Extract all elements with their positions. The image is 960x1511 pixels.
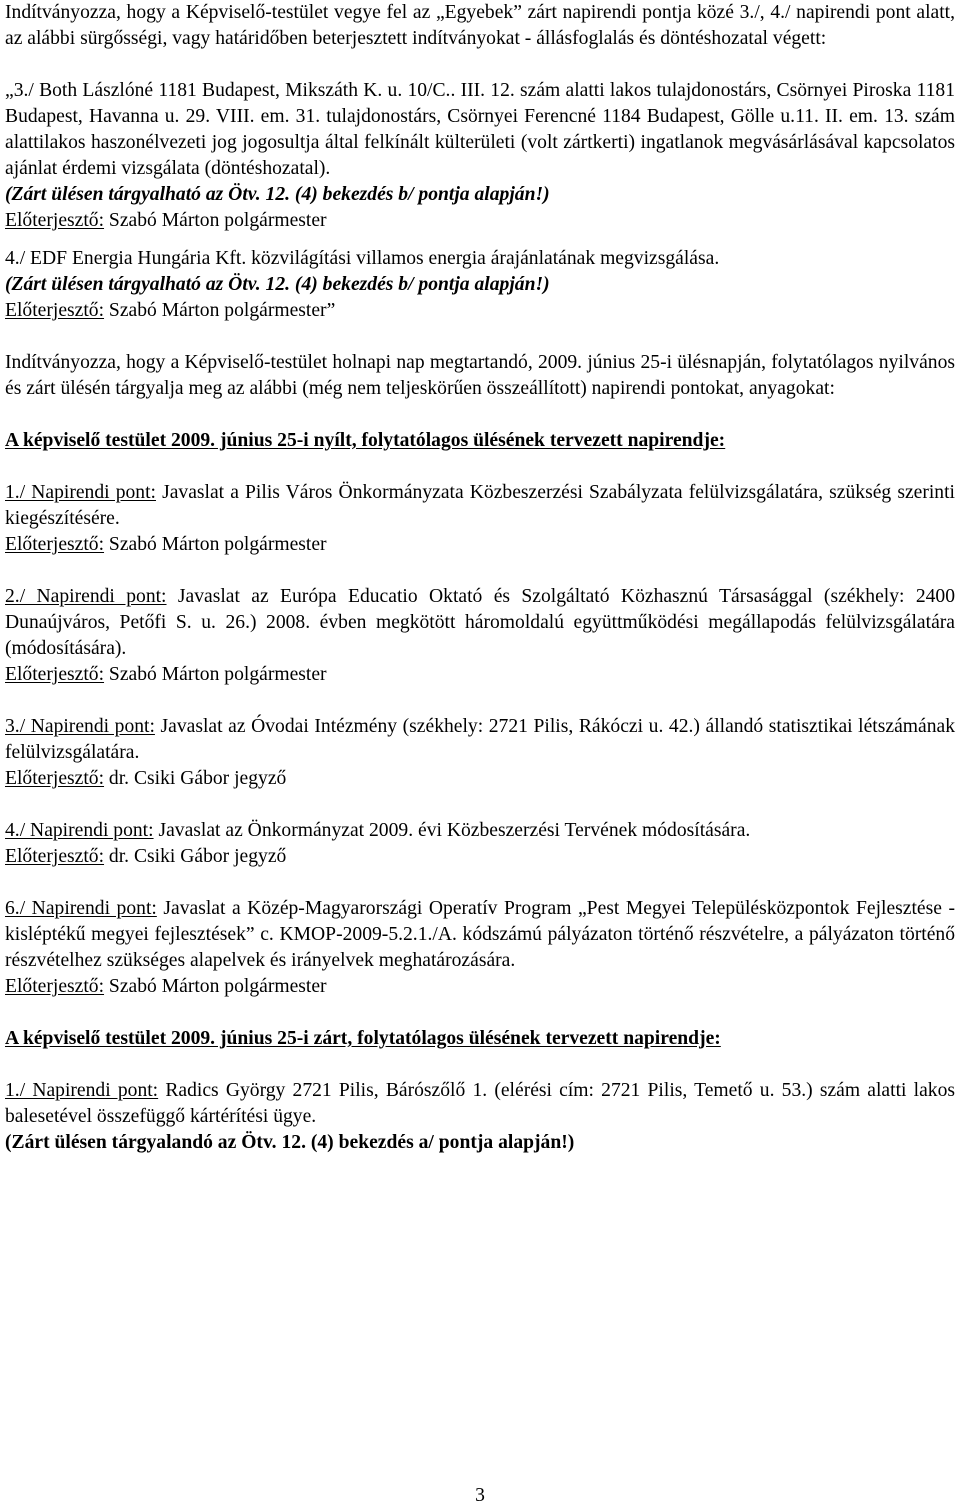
agenda-item-text: Javaslat az Európa Educatio Oktató és Szolgáltató Közhasznú Társasággal (székhely: 2400 Dunaújváros, Petőfi S. u. 26.) 2008. évben megkötött háromoldalú együttműködési megállapodás felülvizsgálatára (módosítására). bbox=[5, 586, 956, 659]
closed-item-4-note: (Zárt ülésen tárgyalható az Ötv. 12. (4) bekezdés b/ pontja alapján!) bbox=[5, 274, 550, 295]
open-session-title: A képviselő testület 2009. június 25-i nyílt, folytatólagos ülésének tervezett napirendje: bbox=[5, 430, 726, 451]
presenter-label: Előterjesztő: bbox=[5, 300, 105, 321]
closed-item-3-note: (Zárt ülésen tárgyalható az Ötv. 12. (4) bekezdés b/ pontja alapján!) bbox=[5, 184, 550, 205]
presenter-name: Szabó Márton polgármester bbox=[104, 976, 327, 997]
agenda-item-label: 6./ Napirendi pont: bbox=[5, 898, 157, 919]
agenda-item-text: Javaslat az Önkormányzat 2009. évi Közbeszerzési Tervének módosítására. bbox=[153, 820, 751, 841]
agenda-item-label: 4./ Napirendi pont: bbox=[5, 820, 154, 841]
open-item-4-presenter bbox=[5, 844, 955, 870]
agenda-item-label: 2./ Napirendi pont: bbox=[5, 586, 167, 607]
closed-session-title: A képviselő testület 2009. június 25-i zárt, folytatólagos ülésének tervezett napirendje: bbox=[5, 1028, 721, 1049]
open-item-3 bbox=[5, 714, 955, 766]
agenda-item-text: Javaslat az Óvodai Intézmény (székhely: 2721 Pilis, Rákóczi u. 42.) állandó statisztikai létszámának felülvizsgálatára. bbox=[5, 716, 955, 763]
presenter-name: Szabó Márton polgármester bbox=[104, 534, 327, 555]
closed-agenda-item-1 bbox=[5, 1078, 955, 1130]
open-item-6 bbox=[5, 896, 955, 974]
presenter-label: Előterjesztő: bbox=[5, 768, 105, 789]
open-item-2 bbox=[5, 584, 955, 662]
presenter-name: Szabó Márton polgármester bbox=[104, 210, 327, 231]
intro-paragraph: Indítványozza, hogy a Képviselő-testület vegye fel az „Egyebek” zárt napirendi pontja közé 3./, 4./ napirendi pont alatt, az alábbi sürgősségi, vagy határidőben beterjesztett indítványokat - állásfoglalás és döntéshozatal végett: bbox=[5, 2, 955, 49]
agenda-item-text: Javaslat a Pilis Város Önkormányzata Közbeszerzési Szabályzata felülvizsgálatára, szükség szerinti kiegészítésére. bbox=[5, 482, 955, 529]
closed-agenda-item-1-note: (Zárt ülésen tárgyalandó az Ötv. 12. (4) bekezdés a/ pontja alapján!) bbox=[5, 1132, 575, 1153]
presenter-label: Előterjesztő: bbox=[5, 534, 105, 555]
closed-item-4-text: 4./ EDF Energia Hungária Kft. közvilágítási villamos energia árajánlatának megvizsgálása. bbox=[5, 248, 720, 269]
presenter-name: Szabó Márton polgármester bbox=[104, 664, 327, 685]
closed-item-3-text: „3./ Both Lászlóné 1181 Budapest, Mikszáth K. u. 10/C.. III. 12. szám alatti lakos tulajdonostárs, Csörnyei Piroska 1181 Budapest, Havanna u. 29. VIII. em. 31. tulajdonostárs, Csörnyei Ferencné 1184 Budapest, Gölle u.11. II. em. 13. szám alattilakos haszonélvezeti jog jogosultja által felkínált külterületi (volt zártkerti) ingatlanok megvásárlásával kapcsolatos ajánlat érdemi vizsgálata (döntéshozatal). bbox=[5, 80, 955, 179]
open-item-2-presenter bbox=[5, 662, 955, 688]
page-number: 3 bbox=[475, 1485, 485, 1506]
presenter-label: Előterjesztő: bbox=[5, 210, 105, 231]
agenda-item-text: Javaslat a Közép-Magyarországi Operatív Program „Pest Megyei Településközpontok Fejlesztése - kisléptékű megyei fejlesztések” c. KMOP-2009-5.2.1./A. kódszámú pályázaton történő részvételre, a pályázaton történő részvételhez szükséges alapelvek és irányelvek meghatározására. bbox=[5, 898, 955, 971]
open-item-3-presenter bbox=[5, 766, 955, 792]
document-page bbox=[5, 0, 955, 1156]
proposal-paragraph: Indítványozza, hogy a Képviselő-testület holnapi nap megtartandó, 2009. június 25-i ülésnapján, folytatólagos nyilvános és zárt ülésén tárgyalja meg az alábbi (még nem teljeskörűen összeállított) napirendi pontokat, anyagokat: bbox=[5, 352, 955, 399]
agenda-item-label: 1./ Napirendi pont: bbox=[5, 1080, 159, 1101]
presenter-name: Szabó Márton polgármester” bbox=[104, 300, 336, 321]
open-item-1-presenter bbox=[5, 532, 955, 558]
agenda-item-label: 3./ Napirendi pont: bbox=[5, 716, 155, 737]
presenter-label: Előterjesztő: bbox=[5, 976, 105, 997]
presenter-label: Előterjesztő: bbox=[5, 664, 105, 685]
agenda-item-label: 1./ Napirendi pont: bbox=[5, 482, 156, 503]
open-item-1 bbox=[5, 480, 955, 532]
presenter-name: dr. Csiki Gábor jegyző bbox=[104, 846, 287, 867]
closed-item-3-presenter bbox=[5, 208, 955, 234]
open-item-4 bbox=[5, 818, 955, 844]
agenda-item-text: Radics György 2721 Pilis, Bárószőlő 1. (elérési cím: 2721 Pilis, Temető u. 53.) szám alatti lakos balesetével összefüggő kártérítési ügye. bbox=[5, 1080, 955, 1127]
closed-item-4-presenter bbox=[5, 298, 955, 324]
presenter-label: Előterjesztő: bbox=[5, 846, 105, 867]
open-item-6-presenter bbox=[5, 974, 955, 1000]
presenter-name: dr. Csiki Gábor jegyző bbox=[104, 768, 287, 789]
